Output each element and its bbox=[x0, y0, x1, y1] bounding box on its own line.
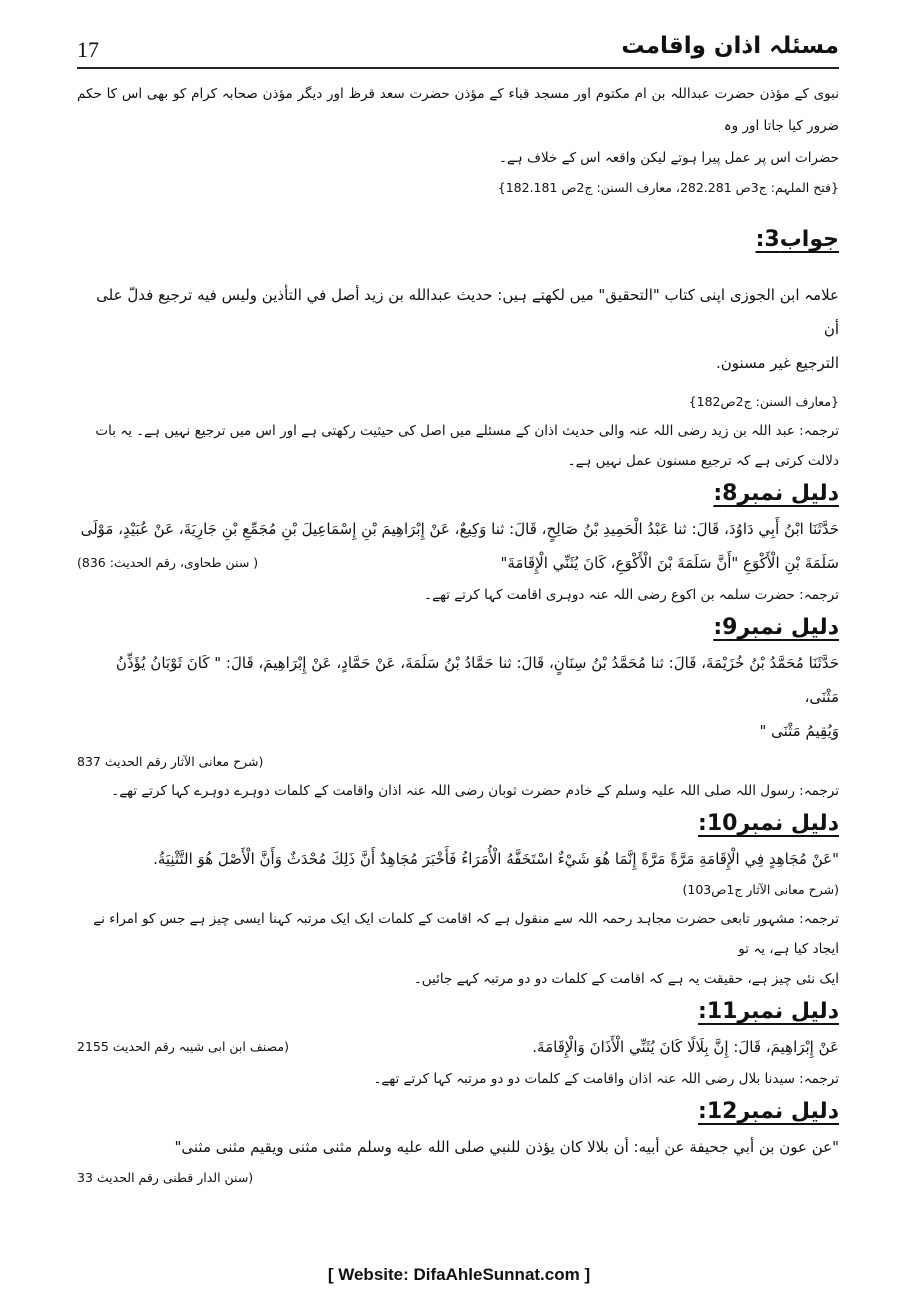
proof-12-arabic: "عن عون بن أبي جحيفة عن أبيه: أن بلالا كان يؤذن للنبي صلى الله عليه وسلم مثنى مثنى ويقيم مثنى مثنى" bbox=[174, 1138, 839, 1156]
proof-11-heading: دلیل نمبر11: bbox=[698, 999, 839, 1024]
proof-11-reference: (مصنف ابن ابی شیبہ رقم الحدیث 2155 bbox=[77, 1039, 289, 1054]
proof-11-arabic: عَنْ إِبْرَاهِيمَ، قَالَ: إِنَّ بِلَالًا كَانَ يُثَنِّي الْأَذَانَ وَالْإِقَامَةَ. bbox=[532, 1038, 839, 1056]
answer-3-line-1: علامہ ابن الجوزی اپنی کتاب "التحقیق" میں لکھتے ہیں: حديث عبدالله بن زيد أصل في التأذين وليس فيه ترجيع فدلّ على أن bbox=[96, 286, 839, 338]
intro-line-1: نبوی کے مؤذن حضرت عبداللہ بن ام مکتوم اور مسجد قباء کے مؤذن حضرت سعد قرظ اور دیگر مؤذن صحابہ کرام کو بھی اس کا حکم ضرور کیا جاتا اور وہ bbox=[77, 86, 839, 134]
header-rule bbox=[77, 67, 839, 69]
proof-12-reference: (سنن الدار قطنی رقم الحدیث 33 bbox=[77, 1170, 254, 1185]
proof-8-arabic-2: سَلَمَةَ بْنِ الْأَكْوَعِ "أَنَّ سَلَمَةَ بْنَ الْأَكْوَعِ، كَانَ يُثَنِّي الْإِقَامَةَ" bbox=[500, 554, 839, 572]
answer-3-heading: جواب3: bbox=[755, 227, 839, 252]
proof-8-arabic-1: حَدَّثَنَا ابْنُ أَبِي دَاوُدَ، قَالَ: ثنا عَبْدُ الْحَمِيدِ بْنُ صَالِحٍ، قَالَ: ثنا وَكِيعٌ، عَنْ إِبْرَاهِيمَ بْنِ إِسْمَاعِيلَ بْنِ مُجَمِّعِ بْنِ جَارِيَةَ، عَنْ عُبَيْدٍ، مَوْلَى bbox=[80, 520, 839, 538]
answer-3-translation-1: ترجمہ: عبد اللہ بن زید رضی اللہ عنہ والی حدیث اذان کے مسئلے میں اصل کی حیثیت رکھتی ہے اور اس میں ترجیع نہیں ہے۔ یہ بات bbox=[95, 423, 839, 439]
proof-11-translation: ترجمہ: سیدنا بلال رضی اللہ عنہ اذان واقامت کے کلمات دو دو مرتبہ کہا کرتے تھے۔ bbox=[373, 1071, 839, 1087]
intro-line-2: حضرات اس پر عمل پیرا ہوتے لیکن واقعہ اس کے خلاف ہے۔ bbox=[498, 150, 839, 166]
proof-9-arabic-2: وَيُقِيمُ مَثْنَى " bbox=[759, 722, 839, 740]
proof-10-arabic: "عَنْ مُجَاهِدٍ فِي الْإِقَامَةِ مَرَّةً مَرَّةً إِنَّمَا هُوَ شَيْءٌ اسْتَخَفَّهُ الْأُمَرَاءُ فَأَخْبَرَ مُجَاهِدٌ أَنَّ ذَلِكَ مُحْدَثٌ وَأَنَّ الْأَصْلَ هُوَ التَّثْنِيَةُ. bbox=[153, 850, 839, 868]
answer-3-translation-2: دلالت کرتی ہے کہ ترجیع مسنون عمل نہیں ہے۔ bbox=[567, 453, 839, 469]
proof-9-translation: ترجمہ: رسول اللہ صلی اللہ علیہ وسلم کے خادم حضرت ثوبان رضی اللہ عنہ اذان واقامت کے کلمات دوہرے دوہرے کہا کرتے تھے۔ bbox=[111, 783, 839, 799]
page-header bbox=[77, 33, 839, 67]
proof-10-reference: (شرح معانی الآثار ج1ص103) bbox=[682, 882, 839, 897]
running-title: مسئلہ اذان واقامت bbox=[621, 33, 839, 59]
proof-10-translation-2: ایک نئی چیز ہے، حقیقت یہ ہے کہ اقامت کے کلمات دو دو مرتبہ کہے جائیں۔ bbox=[413, 971, 839, 987]
answer-3-line-2: الترجيع غير مسنون. bbox=[716, 354, 839, 372]
proof-9-arabic-1: حَدَّثَنَا مُحَمَّدُ بْنُ خُزَيْمَةَ، قَالَ: ثنا مُحَمَّدُ بْنُ سِنَانٍ، قَالَ: ثنا حَمَّادُ بْنُ سَلَمَةَ، عَنْ حَمَّادٍ، عَنْ إِبْرَاهِيمَ، قَالَ: " كَانَ ثَوْبَانُ يُؤَذِّنُ مَثْنَى، bbox=[115, 654, 839, 706]
intro-reference: {فتح الملہم: ج3ص 282.281، معارف السنن: ج2ص 182.181} bbox=[497, 180, 839, 195]
proof-8-reference: ( سنن طحاوی، رقم الحدیث: 836) bbox=[77, 555, 259, 570]
answer-3-reference: {معارف السنن: ج2ص182} bbox=[688, 394, 839, 409]
website-footer: [ Website: DifaAhleSunnat.com ] bbox=[327, 1265, 591, 1284]
page-number: 17 bbox=[77, 37, 99, 62]
proof-8-heading: دلیل نمبر8: bbox=[713, 481, 839, 506]
proof-10-translation-1: ترجمہ: مشہور تابعی حضرت مجاہد رحمہ اللہ سے منقول ہے کہ اقامت کے کلمات ایک ایک مرتبہ کہنا ایسی چیز ہے جس کو امراء نے ایجاد کیا ہے، یہ تو bbox=[93, 911, 839, 957]
proof-9-reference: (شرح معانی الآثار رقم الحدیث 837 bbox=[77, 754, 264, 769]
proof-10-heading: دلیل نمبر10: bbox=[698, 811, 839, 836]
proof-11-row bbox=[77, 1030, 839, 1064]
proof-9-heading: دلیل نمبر9: bbox=[713, 615, 839, 640]
proof-8-translation: ترجمہ: حضرت سلمہ بن اکوع رضی اللہ عنہ دوہری اقامت کہا کرتے تھے۔ bbox=[424, 587, 839, 603]
page-body bbox=[77, 78, 839, 1192]
proof-8-row bbox=[77, 546, 839, 580]
proof-12-heading: دلیل نمبر12: bbox=[698, 1099, 839, 1124]
